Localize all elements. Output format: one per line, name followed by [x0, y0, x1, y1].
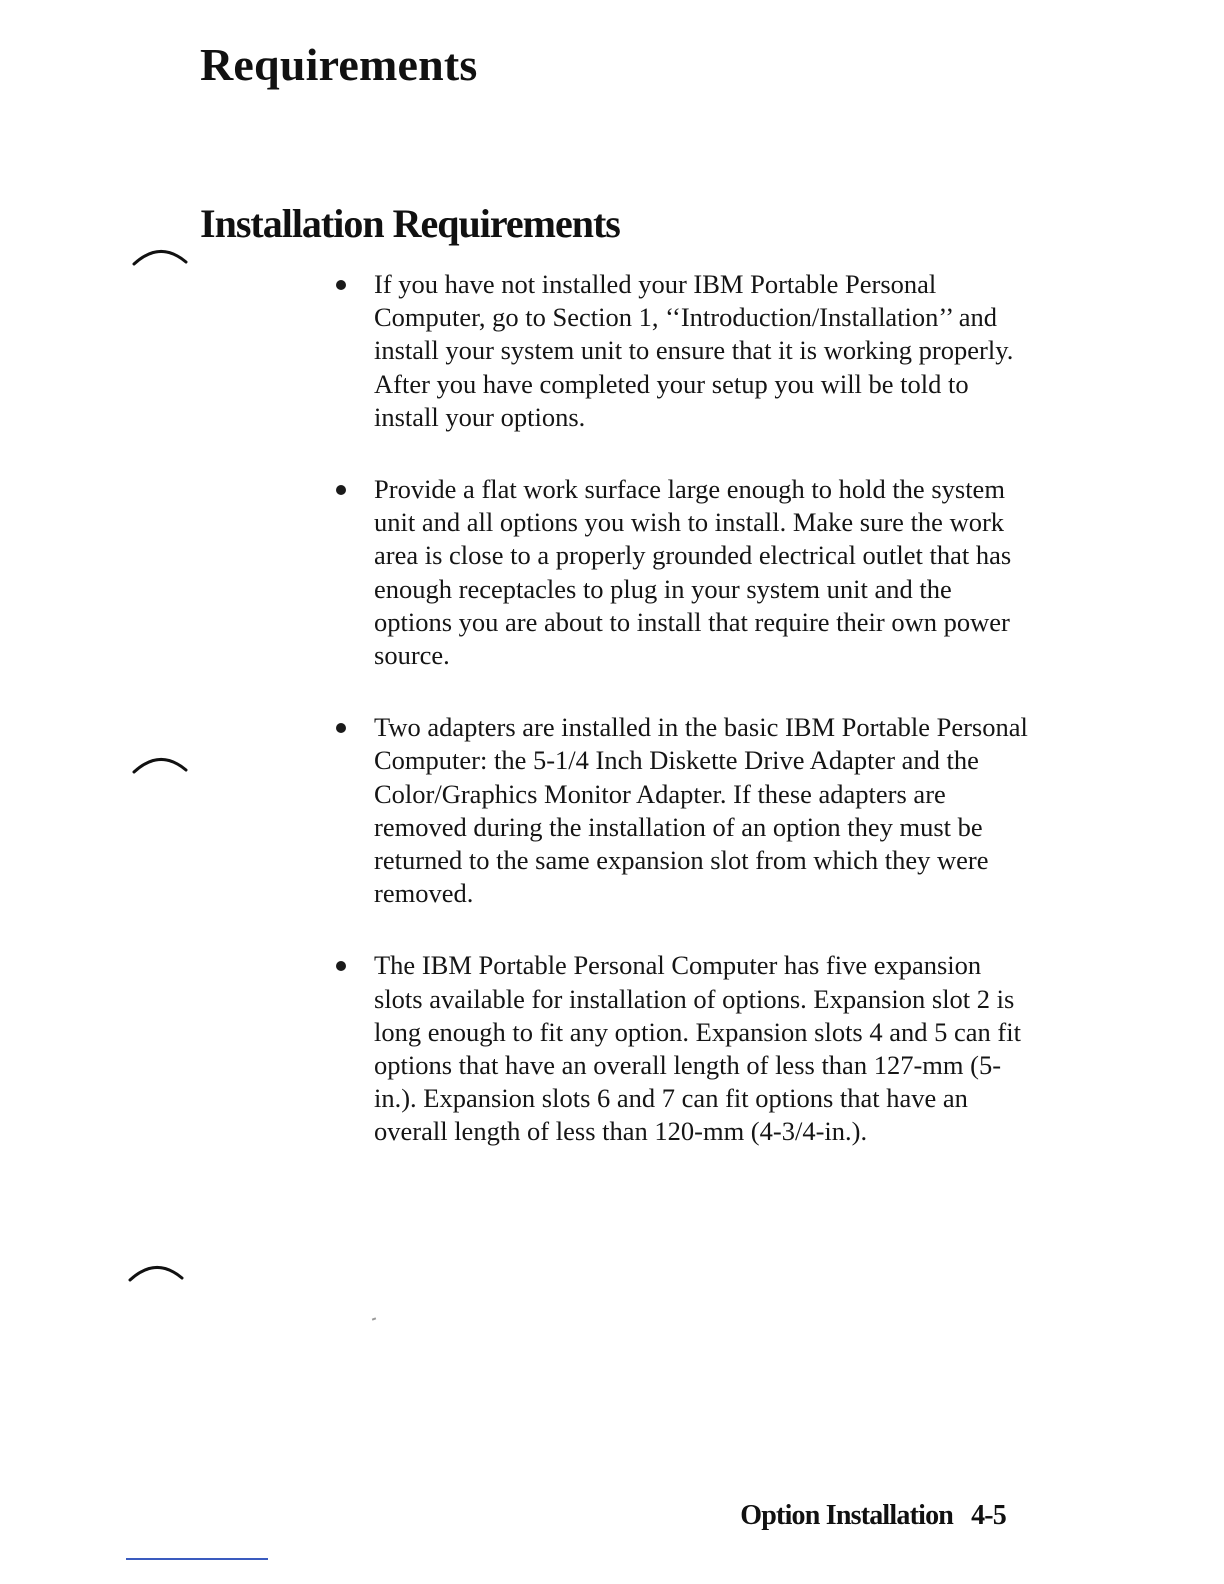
requirements-list — [336, 268, 1036, 1188]
list-item-text: Provide a flat work surface large enough to hold the system unit and all options you wish to install. Make sure the work area is close to a properly grounded electrical outlet that has enough receptacles to plug in your system unit and the options you are about to install that require their own power source. — [374, 474, 1012, 671]
bullet-icon — [336, 723, 346, 733]
page-number: 4-5 — [971, 1500, 1006, 1531]
scan-speck — [372, 1317, 376, 1320]
list-item-text: The IBM Portable Personal Computer has five expansion slots available for installation of options. Expansion slot 2 is long enough to fit any option. Expansion slots 4 and 5 can fit options that have an overall length of less than 127-mm (5-in.). Expansion slots 6 and 7 can fit options that have an overall length of less than 120-mm (4-3/4-in.). — [374, 950, 1021, 1147]
list-item-text: Two adapters are installed in the basic IBM Portable Personal Computer: the 5-1/4 Inch Diskette Drive Adapter and the Color/Graphics Monitor Adapter. If these adapters are removed during the installation of an option they must be returned to the same expansion slot from which they were removed. — [374, 712, 1028, 909]
bullet-icon — [336, 280, 346, 290]
margin-mark-icon — [126, 1256, 186, 1284]
page-footer — [728, 1468, 1006, 1532]
list-item — [336, 268, 1036, 434]
bottom-rule — [126, 1558, 268, 1560]
bullet-icon — [336, 961, 346, 971]
footer-section-label: Option Installation — [740, 1500, 954, 1531]
list-item-text: If you have not installed your IBM Portable Personal Computer, go to Section 1, ‘‘Introduction/Installation’’ and install your system unit to ensure that it is working properly. After you have completed your setup you will be told to install your options. — [374, 269, 1014, 432]
list-item — [336, 473, 1036, 672]
page-title: Requirements — [200, 39, 478, 90]
section-heading: Installation Requirements — [200, 201, 620, 246]
margin-mark-icon — [130, 240, 190, 268]
list-item — [336, 711, 1036, 910]
bullet-icon — [336, 485, 346, 495]
list-item — [336, 949, 1036, 1148]
margin-mark-icon — [130, 748, 190, 776]
